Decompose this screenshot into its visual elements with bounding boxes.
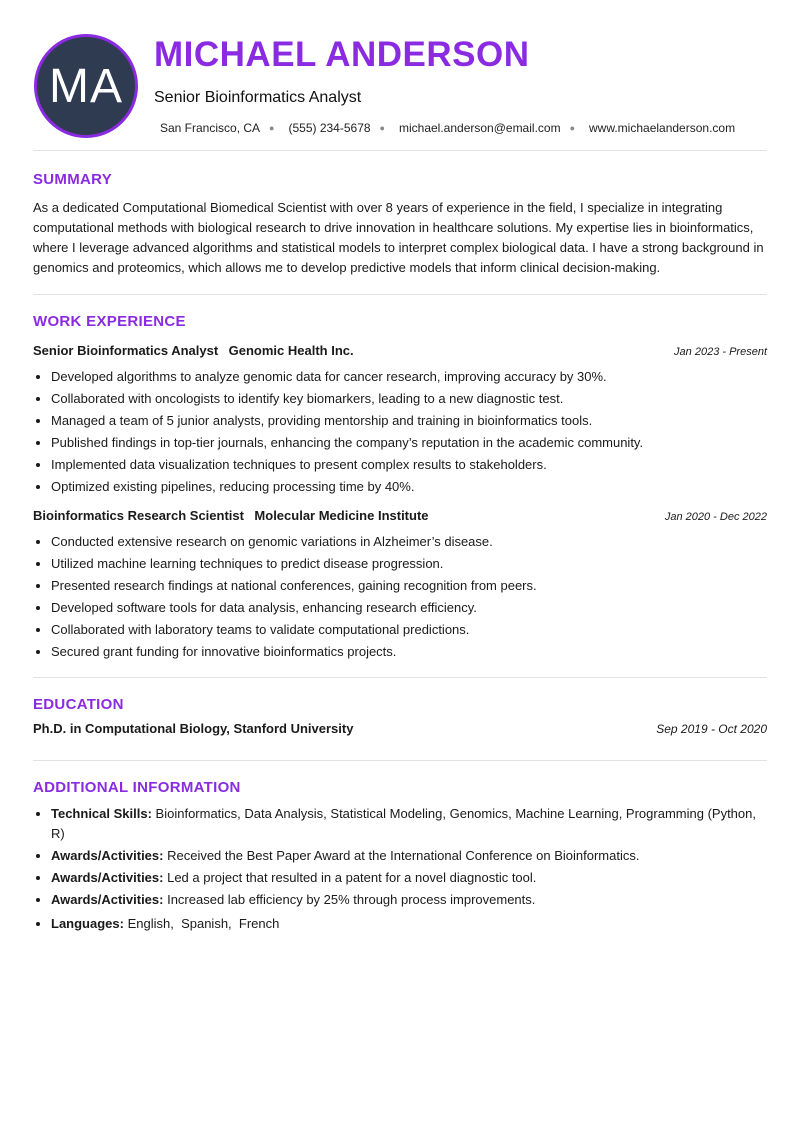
education-section: [33, 678, 767, 760]
list-item: [51, 868, 767, 888]
job-header: [33, 507, 767, 525]
list-item: • Presented research findings at national conferences, gaining recognition from peers.: [51, 575, 767, 597]
list-item: • Developed software tools for data analysis, enhancing research efficiency.: [51, 597, 767, 619]
education-entry: [33, 721, 767, 736]
candidate-title: Senior Bioinformatics Analyst: [154, 89, 362, 106]
contact-phone: (555) 234-5678: [288, 121, 371, 135]
avatar: [34, 34, 138, 138]
avatar-initials: MA: [49, 59, 123, 113]
job-date: Jan 2020 - Dec 2022: [664, 511, 767, 523]
item-label: Awards/Activities:: [51, 892, 164, 907]
education-date: Sep 2019 - Oct 2020: [656, 722, 767, 736]
list-item: • Utilized machine learning techniques to predict disease progression.: [51, 553, 767, 575]
separator-dot-icon: ●: [569, 123, 576, 133]
summary-section: [33, 151, 767, 294]
item-label: Awards/Activities:: [51, 848, 164, 863]
item-label: Awards/Activities:: [51, 870, 164, 885]
additional-info-list: [33, 804, 767, 934]
education-degree: Ph.D. in Computational Biology, Stanford University: [33, 721, 354, 736]
contact-email[interactable]: michael.anderson@email.com: [398, 121, 561, 135]
summary-text: As a dedicated Computational Biomedical Scientist with over 8 years of experience in the field, I specialize in integrating computational methods with biological research to drive innovation in healthcare solutions. My expertise lies in bioinformatics, where I leverage advanced algorithms and statistical models to interpret complex biological data. I have a strong background in genomics and proteomics, which allows me to develop predictive models that inform clinical decision-making.: [33, 200, 764, 275]
item-text: Bioinformatics, Data Analysis, Statistical Modeling, Genomics, Machine Learning, Programming (Python, R): [51, 806, 756, 841]
list-item: • Conducted extensive research on genomic variations in Alzheimer’s disease.: [51, 531, 767, 553]
work-experience-section: [33, 295, 767, 677]
list-item: • Optimized existing pipelines, reducing processing time by 40%.: [51, 476, 767, 498]
job-entry: [33, 342, 767, 498]
list-item: • Implemented data visualization techniques to present complex results to stakeholders.: [51, 454, 767, 476]
item-text: Increased lab efficiency by 25% through process improvements.: [167, 892, 536, 907]
list-item: • Collaborated with oncologists to identify key biomarkers, leading to a new diagnostic test.: [51, 388, 767, 410]
job-entry: [33, 507, 767, 663]
candidate-name: MICHAEL ANDERSON: [154, 35, 530, 74]
job-title: Senior Bioinformatics Analyst: [33, 343, 219, 358]
job-company: Genomic Health Inc.: [228, 343, 354, 358]
separator-dot-icon: ●: [379, 123, 385, 133]
section-heading: WORK EXPERIENCE: [33, 313, 186, 330]
job-bullets: [33, 531, 767, 663]
list-item: [51, 846, 767, 866]
item-text: Received the Best Paper Award at the International Conference on Bioinformatics.: [167, 848, 640, 863]
list-item: • Published findings in top-tier journals, enhancing the company’s reputation in the academic community.: [51, 432, 767, 454]
list-item: • Managed a team of 5 junior analysts, providing mentorship and training in bioinformatics tools.: [51, 410, 767, 432]
resume-header: [33, 0, 767, 150]
list-item: [51, 890, 767, 910]
item-text: Led a project that resulted in a patent for a novel diagnostic tool.: [167, 870, 537, 885]
section-heading: ADDITIONAL INFORMATION: [33, 779, 241, 796]
list-item: • Secured grant funding for innovative bioinformatics projects.: [51, 641, 767, 663]
contact-location: San Francisco, CA: [160, 121, 261, 135]
list-item: [51, 914, 767, 934]
list-item: [51, 804, 767, 844]
item-text: English, Spanish, French: [127, 916, 280, 931]
additional-info-section: [33, 761, 767, 934]
job-bullets: [33, 366, 767, 498]
section-heading: EDUCATION: [33, 696, 124, 713]
list-item: • Developed algorithms to analyze genomic data for cancer research, improving accuracy by 30%.: [51, 366, 767, 388]
job-date: Jan 2023 - Present: [674, 346, 767, 358]
job-header: [33, 342, 767, 360]
item-label: Technical Skills:: [51, 806, 152, 821]
section-heading: SUMMARY: [33, 171, 113, 188]
job-company: Molecular Medicine Institute: [254, 508, 429, 523]
separator-dot-icon: ●: [269, 123, 275, 133]
job-title: Bioinformatics Research Scientist: [33, 508, 244, 523]
item-label: Languages:: [51, 916, 124, 931]
list-item: • Collaborated with laboratory teams to validate computational predictions.: [51, 619, 767, 641]
contact-website[interactable]: www.michaelanderson.com: [589, 121, 736, 135]
contact-info: [160, 121, 735, 135]
